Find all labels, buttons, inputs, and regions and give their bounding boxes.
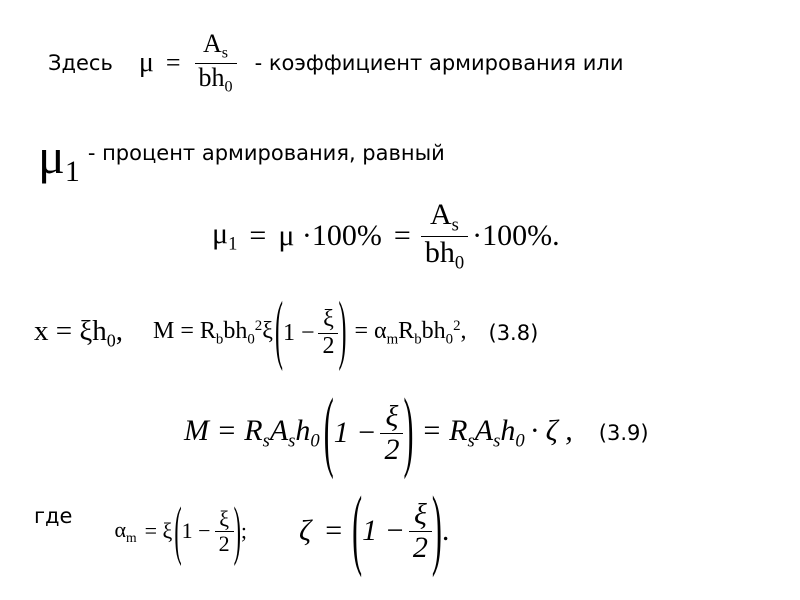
fraction-as-bh0 <box>421 199 468 272</box>
line-mu-definition <box>48 28 623 98</box>
right-paren: ) <box>233 492 241 567</box>
moment-expression: $M = R_bbh_0^2\xi$ <box>153 317 273 348</box>
right-paren: ) <box>338 289 347 373</box>
times-100-tail: ·100%. <box>472 219 560 252</box>
fraction-denominator: $bh_0$ <box>195 63 237 97</box>
fraction-numerator: $A_s$ <box>430 198 459 236</box>
equation-label-3-9: (3.9) <box>598 421 649 445</box>
one-minus: 1 − <box>282 319 315 346</box>
symbol-mu: μ <box>138 47 154 78</box>
zeta-definition: ζ = ( 1 − $\frac{\xi}{2}$ ) . <box>299 499 449 563</box>
fraction-xi-over-2 <box>409 499 432 563</box>
fraction-numerator: ξ <box>385 400 399 433</box>
text-coefficient: - коэффициент армирования или <box>254 51 624 75</box>
fraction-xi-over-2 <box>380 401 403 465</box>
right-paren: ) <box>431 480 442 579</box>
fraction-denominator: 2 <box>409 531 432 564</box>
alpha-m-expression: = $\alpha_mR_bbh_0^2$, <box>354 317 467 348</box>
left-paren: ( <box>274 289 283 373</box>
fraction-xi-over-2 <box>215 507 234 554</box>
symbol-mu1: μ1 <box>38 128 80 188</box>
fraction-denominator: $bh_0$ <box>421 236 468 273</box>
fraction-denominator: 2 <box>380 433 403 466</box>
fraction-numerator: ξ <box>323 306 334 333</box>
fraction-as-bh0 <box>195 30 237 96</box>
equals-sign: = <box>165 48 181 77</box>
fraction-denominator: 2 <box>215 531 234 555</box>
equation-3-8 <box>34 290 538 376</box>
equals-sign: = <box>393 219 411 252</box>
fraction-xi-over-2 <box>318 307 338 358</box>
right-paren: ) <box>403 382 414 481</box>
moment-rs-as-h0: $M = R_sA_sh_0$ <box>184 413 320 452</box>
text-percent-reinforcement: - процент армирования, равный <box>87 141 445 165</box>
fraction-numerator: ξ <box>219 506 229 532</box>
equation-label-3-8: (3.8) <box>488 321 539 345</box>
fraction-numerator: ξ <box>413 498 427 531</box>
equals-sign: = <box>249 219 267 252</box>
line-mu1-definition <box>38 128 445 188</box>
left-paren: ( <box>323 382 334 481</box>
label-gde: где <box>34 504 73 528</box>
fraction-denominator: 2 <box>318 333 338 359</box>
mu1-lhs: $\mu_1$ <box>212 216 238 255</box>
rs-as-h0-zeta: = $R_sA_sh_0 \cdot \zeta$ , <box>421 413 573 452</box>
label-zdes: Здесь <box>48 51 113 75</box>
equation-mu1 <box>212 194 560 278</box>
equation-3-9 <box>184 382 649 481</box>
one-minus: 1 − <box>333 416 377 449</box>
left-paren: ( <box>352 480 363 579</box>
line-where <box>34 480 450 579</box>
left-paren: ( <box>174 492 182 567</box>
mu-times-100: μ ·100% <box>278 219 382 252</box>
x-equals-xi-h0: $x = \xi h_0$, <box>34 314 124 351</box>
fraction-numerator: $A_s$ <box>203 28 229 62</box>
alpha-m-definition: $\alpha_m$ = ξ ( 1 − $\frac{\xi}{2}$ ) ; <box>114 507 247 554</box>
